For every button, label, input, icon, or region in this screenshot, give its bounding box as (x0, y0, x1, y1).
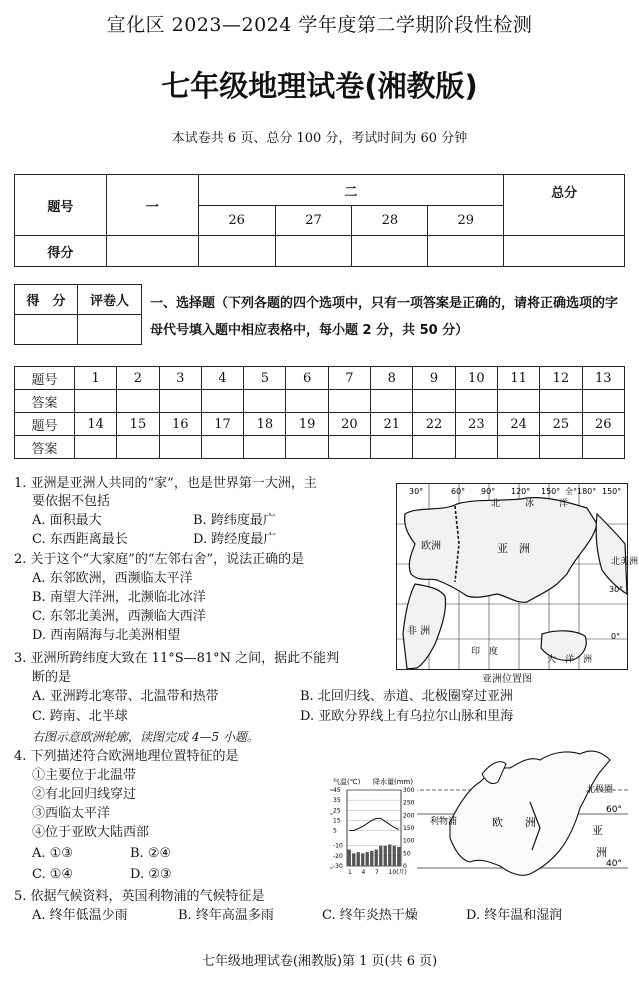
answer-number-cell: 5 (244, 367, 286, 390)
answer-number-cell: 1 (75, 367, 117, 390)
answer-input-cell[interactable] (286, 390, 328, 413)
asia-label-indian: 印 度 (471, 647, 499, 657)
answer-number-cell: 8 (371, 367, 413, 390)
answer-label: 答案 (15, 436, 75, 459)
answer-input-cell[interactable] (75, 436, 117, 459)
asia-location-map (396, 483, 639, 670)
answer-number-cell: 23 (455, 413, 497, 436)
answer-input-cell[interactable] (117, 390, 159, 413)
climate-rain-tick: 150 (403, 825, 415, 832)
answer-number-cell: 12 (540, 367, 582, 390)
answer-number-cell: 25 (540, 413, 582, 436)
score-header-total: 总分 (504, 175, 625, 236)
asia-label-northam: 北美洲 (611, 557, 639, 567)
climate-title-rain: 降水量(mm) (373, 778, 414, 786)
page-footer: 七年级地理试卷(湘教版)第 1 页(共 6 页) (201, 954, 438, 969)
europe-label-asia-ya: 亚 (592, 824, 603, 837)
asia-tick-180: 全°180° (565, 487, 597, 496)
q5-option-d: D. 终年温和湿润 (466, 908, 563, 923)
answer-input-cell[interactable] (582, 390, 624, 413)
asia-label-asia: 亚 洲 (497, 542, 530, 555)
climate-temp-tick: 25 (333, 807, 341, 815)
score-cell[interactable] (504, 236, 625, 267)
grader-score-cell[interactable] (15, 315, 78, 345)
score-cell[interactable] (352, 236, 428, 267)
q3-option-b: B. 北回归线、赤道、北极圈穿过亚洲 (300, 689, 513, 704)
answer-number-cell: 9 (413, 367, 455, 390)
europe-label-asia-zhou: 洲 (596, 846, 607, 859)
climate-month-tick: 7 (375, 869, 379, 876)
answer-input-cell[interactable] (117, 436, 159, 459)
score-sub-27: 27 (275, 206, 352, 236)
answer-input-cell[interactable] (286, 436, 328, 459)
climate-rain-tick: 0 (403, 863, 407, 870)
asia-label-lat0: 0° (611, 632, 621, 641)
europe-label-europe: 欧 洲 (492, 816, 536, 829)
answer-input-cell[interactable] (244, 390, 286, 413)
grader-reviewer-label: 评卷人 (78, 285, 142, 315)
score-cell[interactable] (198, 236, 275, 267)
grader-reviewer-cell[interactable] (78, 315, 142, 345)
score-cell[interactable] (428, 236, 504, 267)
answer-number-cell: 10 (455, 367, 497, 390)
answer-input-cell[interactable] (540, 436, 582, 459)
q2-stem: 2. 关于这个“大家庭”的“左邻右舍”，说法正确的是 (14, 552, 305, 567)
q1-stem-b: 要依据不包括 (32, 494, 111, 509)
answer-input-cell[interactable] (159, 436, 201, 459)
answer-row-label: 题号 (15, 367, 75, 390)
q45-intro: 右图示意欧洲轮廓，读图完成 4—5 小题。 (32, 730, 259, 744)
score-sub-29: 29 (428, 206, 504, 236)
climate-rain-bar (388, 844, 391, 866)
answer-number-cell: 4 (201, 367, 243, 390)
grader-score-label: 得 分 (15, 285, 78, 315)
climate-chart (333, 776, 417, 876)
q5-stem: 5. 依据气候资料，英国利物浦的气候特征是 (14, 889, 265, 904)
q4-item-4: ④位于亚欧大陆西部 (32, 825, 150, 840)
climate-temp-tick: -20 (333, 852, 343, 860)
exam-title: 七年级地理试卷(湘教版) (161, 69, 478, 103)
score-header-tihao: 题号 (15, 175, 107, 236)
q3-stem-a: 3. 亚洲所跨纬度大致在 11°S—81°N 之间，据此不能判 (14, 651, 340, 666)
climate-chart-svg (333, 776, 417, 876)
q1-stem-a: 1. 亚洲是亚洲人共同的“家”，也是世界第一大洲，主 (14, 476, 317, 491)
exam-note: 本试卷共 6 页、总分 100 分，考试时间为 60 分钟 (171, 131, 468, 146)
climate-rain-bar (370, 851, 373, 866)
answer-number-cell: 11 (497, 367, 539, 390)
q5-option-c: C. 终年炎热干燥 (322, 908, 418, 923)
europe-label-lat60: 60° (606, 805, 622, 815)
answer-input-cell[interactable] (413, 390, 455, 413)
q3-option-a: A. 亚洲跨北寒带、北温带和热带 (32, 689, 219, 704)
asia-tick-150: 150° (541, 487, 561, 496)
answer-input-cell[interactable] (201, 390, 243, 413)
answer-number-cell: 14 (75, 413, 117, 436)
answer-number-cell: 13 (582, 367, 624, 390)
answer-input-cell[interactable] (201, 436, 243, 459)
q5-option-a: A. 终年低温少雨 (32, 908, 128, 923)
climate-month-tick: 10(月) (388, 869, 407, 876)
q2-option-b: B. 南望大洋洲，北濒临北冰洋 (32, 590, 206, 605)
asia-tick-150w: 150° (602, 487, 622, 496)
climate-rain-tick: 100 (403, 837, 415, 845)
climate-temp-tick: 5 (333, 827, 337, 835)
asia-tick-30: 30° (409, 487, 424, 496)
asia-map-caption: 亚洲位置图 (482, 674, 532, 685)
q3-option-d: D. 亚欧分界线上有乌拉尔山脉和里海 (300, 709, 514, 724)
score-sub-28: 28 (352, 206, 428, 236)
answer-input-cell[interactable] (455, 436, 497, 459)
answer-number-cell: 20 (328, 413, 370, 436)
answer-input-cell[interactable] (328, 436, 370, 459)
answer-number-cell: 18 (244, 413, 286, 436)
answer-input-cell[interactable] (582, 436, 624, 459)
asia-label-oceania: 大 洋 洲 (547, 655, 593, 665)
asia-label-lat30: 30° (609, 585, 624, 594)
climate-temp-tick: 35 (333, 797, 341, 805)
climate-rain-bar (384, 846, 387, 866)
answer-input-cell[interactable] (371, 436, 413, 459)
answer-number-cell: 16 (159, 413, 201, 436)
europe-label-liverpool: 利物浦 (430, 817, 458, 827)
answer-input-cell[interactable] (413, 436, 455, 459)
answer-number-cell: 21 (371, 413, 413, 436)
answer-number-cell: 15 (117, 413, 159, 436)
q4-option-a: A. ①③ (32, 846, 73, 861)
climate-rain-tick: 200 (403, 812, 415, 820)
answer-input-cell[interactable] (244, 436, 286, 459)
asia-tick-60: 60° (451, 487, 466, 496)
europe-label-lat40: 40° (606, 859, 622, 869)
answer-row-label: 题号 (15, 413, 75, 436)
climate-month-tick: 4 (361, 869, 366, 876)
answer-label: 答案 (15, 390, 75, 413)
answer-input-cell[interactable] (497, 436, 539, 459)
q2-option-d: D. 西南隔海与北美洲相望 (32, 628, 181, 643)
answer-number-cell: 24 (497, 413, 539, 436)
q4-item-1: ①主要位于北温带 (32, 768, 137, 783)
answer-number-cell: 7 (328, 367, 370, 390)
answer-input-cell[interactable] (75, 390, 117, 413)
answer-number-cell: 22 (413, 413, 455, 436)
section1-instructions: 一、选择题（下列各题的四个选项中，只有一项答案是正确的，请将正确选项的字母代号填入题中相应表格中，每小题 2 分，共 50 分） (150, 296, 619, 338)
q4-item-2: ②有北回归线穿过 (32, 787, 137, 802)
q4-stem: 4. 下列描述符合欧洲地理位置特征的是 (14, 749, 239, 764)
exam-header: 宣化区 2023—2024 学年度第二学期阶段性检测 (106, 14, 533, 36)
climate-rain-bar (366, 852, 369, 866)
q4-option-c: C. ①④ (32, 867, 74, 882)
score-row-defen: 得分 (15, 236, 107, 267)
climate-temp-line (349, 818, 399, 830)
answer-number-cell: 3 (159, 367, 201, 390)
answer-number-cell: 17 (201, 413, 243, 436)
climate-month-tick: 1 (348, 869, 352, 876)
climate-rain-bar (397, 847, 400, 866)
asia-label-ocean: 洋 (559, 499, 569, 509)
asia-label-north: 北 (491, 499, 501, 509)
answer-input-cell[interactable] (497, 390, 539, 413)
answer-table (14, 366, 625, 459)
answer-input-cell[interactable] (159, 390, 201, 413)
score-cell[interactable] (275, 236, 352, 267)
score-cell[interactable] (106, 236, 198, 267)
score-sub-26: 26 (198, 206, 275, 236)
answer-number-cell: 2 (117, 367, 159, 390)
q1-option-d: D. 跨经度最广 (193, 532, 277, 547)
q4-item-3: ③西临太平洋 (32, 806, 111, 821)
climate-rain-tick: 300 (403, 787, 415, 794)
climate-temp-tick: -10 (333, 842, 343, 850)
score-table (14, 174, 625, 267)
answer-input-cell[interactable] (328, 390, 370, 413)
climate-temp-tick: 15 (333, 817, 341, 825)
europe-label-arctic: 北极圈 (586, 785, 614, 795)
q3-option-c: C. 跨南、北半球 (32, 709, 128, 724)
q1-option-a: A. 面积最大 (32, 513, 102, 528)
climate-rain-bar (379, 846, 382, 866)
answer-input-cell[interactable] (455, 390, 497, 413)
climate-temp-tick: 45 (333, 787, 341, 794)
answer-number-cell: 26 (582, 413, 624, 436)
q1-option-b: B. 跨纬度最广 (193, 513, 276, 528)
climate-rain-tick: 50 (403, 850, 411, 858)
q2-option-a: A. 东邻欧洲，西濒临太平洋 (32, 571, 193, 586)
score-header-part2: 二 (198, 175, 504, 206)
grader-table (14, 284, 142, 345)
climate-rain-bar (375, 850, 378, 866)
asia-tick-90: 90° (481, 487, 496, 496)
q4-option-d: D. ②③ (130, 867, 172, 882)
answer-number-cell: 19 (286, 413, 328, 436)
q4-option-b: B. ②④ (130, 846, 172, 861)
climate-rain-bar (361, 853, 364, 866)
answer-input-cell[interactable] (371, 390, 413, 413)
score-header-part1: 一 (106, 175, 198, 236)
climate-rain-tick: 250 (403, 799, 415, 807)
climate-rain-bar (357, 852, 360, 866)
climate-title-temp: 气温(℃) (333, 778, 361, 786)
q1-option-c: C. 东西距离最长 (32, 532, 128, 547)
answer-number-cell: 6 (286, 367, 328, 390)
asia-label-africa: 非 洲 (407, 626, 431, 637)
q3-stem-b: 断的是 (32, 670, 72, 685)
asia-tick-120: 120° (511, 487, 531, 496)
q5-option-b: B. 终年高温多雨 (178, 908, 274, 923)
climate-rain-bar (352, 853, 355, 866)
asia-label-ice: 冰 (525, 499, 535, 509)
climate-rain-bar (393, 846, 396, 866)
asia-map-graphic (397, 484, 639, 669)
answer-input-cell[interactable] (540, 390, 582, 413)
climate-rain-bar (348, 850, 351, 866)
q2-option-c: C. 东邻北美洲，西濒临大西洋 (32, 609, 206, 624)
climate-temp-tick: -30 (333, 863, 343, 870)
asia-label-europe: 欧洲 (421, 541, 441, 552)
